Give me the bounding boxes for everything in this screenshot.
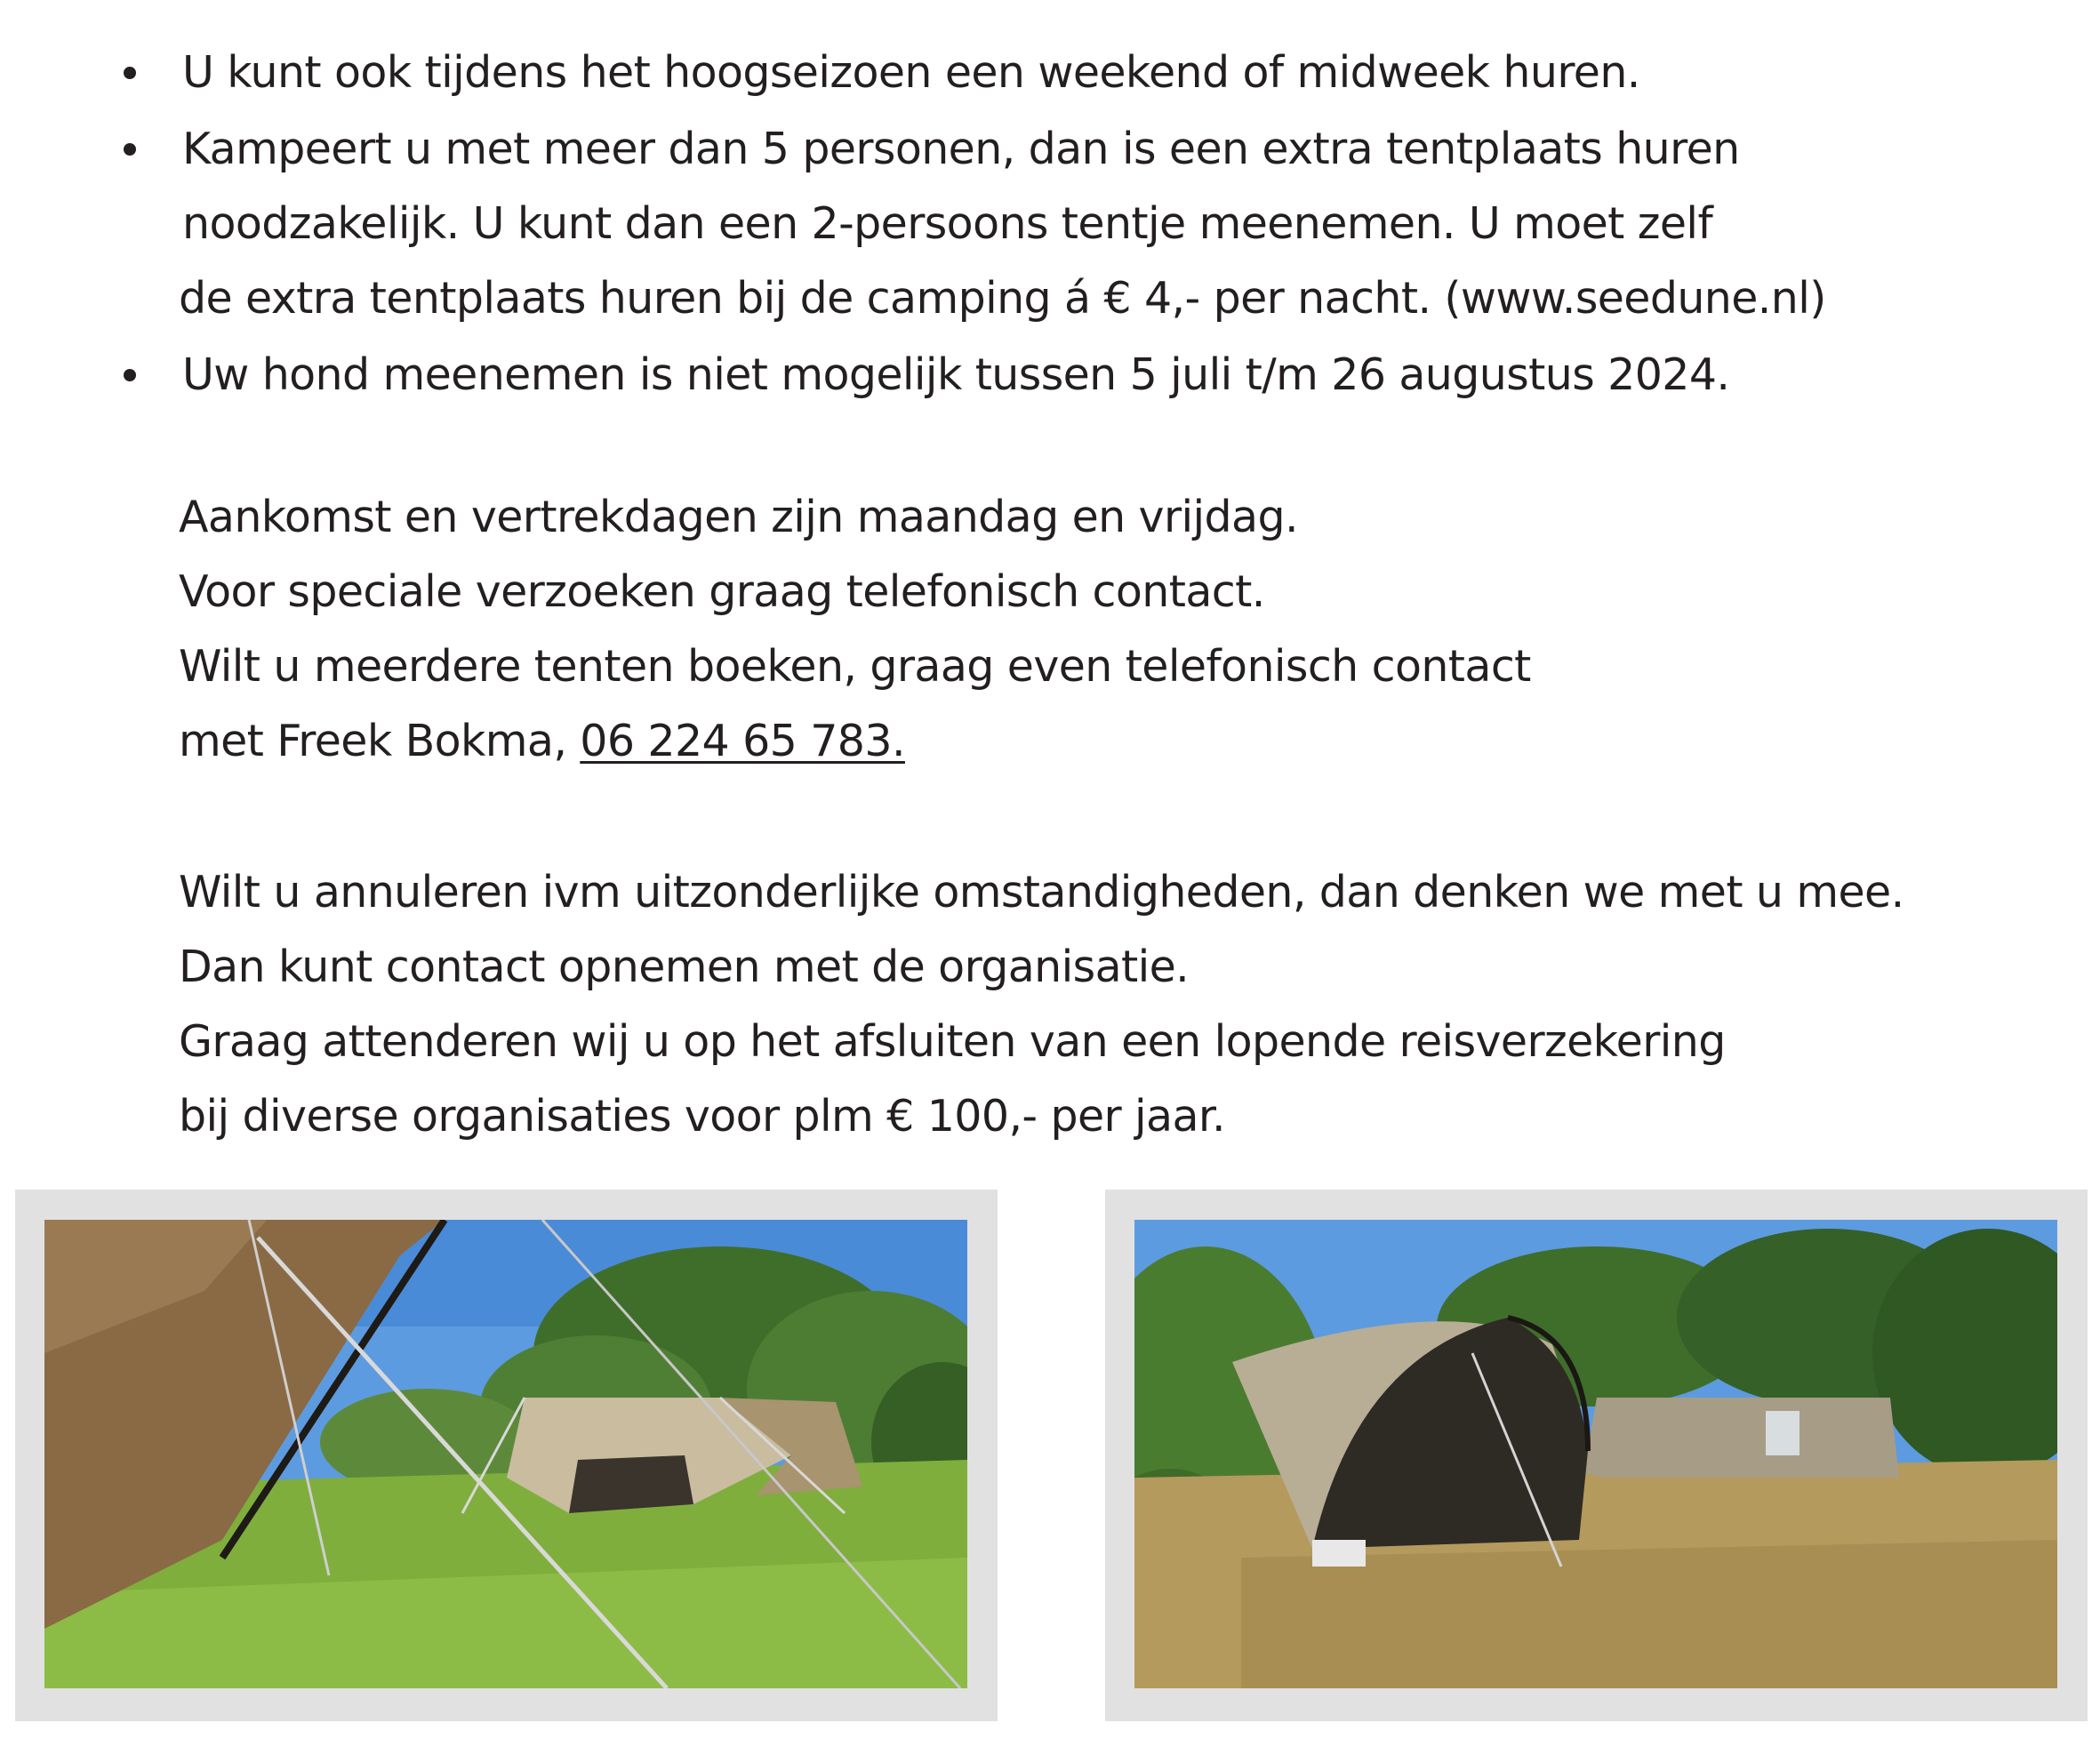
bullet-text-dog: Uw hond meenemen is niet mogelijk tussen 5 juli t/m 26 augustus 2024. <box>182 349 1730 400</box>
bullet-text-high-season: U kunt ook tijdens het hoogseizoen een weekend of midweek huren. <box>182 47 1640 98</box>
photo-frame-left <box>15 1190 998 1721</box>
bullet-text-extra-pitch: Kampeert u met meer dan 5 personen, dan is een extra tentplaats huren <box>182 124 1740 174</box>
cancellation-line: Graag attenderen wij u op het afsluiten van een lopende reisverzekering <box>179 1016 1726 1067</box>
cancellation-line: Dan kunt contact opnemen met de organisatie. <box>179 942 1190 992</box>
arrival-line: Voor speciale verzoeken graag telefonisch contact. <box>179 566 1265 617</box>
bullet-text-extra-pitch: de extra tentplaats huren bij de camping á € 4,- per nacht. (www.seedune.nl) <box>179 273 1826 324</box>
arrival-line: Aankomst en vertrekdagen zijn maandag en vrijdag. <box>179 492 1298 542</box>
phone-number-link[interactable]: 06 224 65 783. <box>580 716 905 766</box>
tent-photo-green-field <box>44 1220 967 1688</box>
arrival-line <box>179 715 905 768</box>
cancellation-line: Wilt u annuleren ivm uitzonderlijke omstandigheden, dan denken we met u mee. <box>179 867 1904 918</box>
contact-name-text: met Freek Bokma, <box>179 716 581 766</box>
bullet-dot <box>124 369 136 381</box>
arrival-line: Wilt u meerdere tenten boeken, graag even telefonisch contact <box>179 641 1531 692</box>
bullet-dot <box>124 143 136 156</box>
bullet-text-extra-pitch: noodzakelijk. U kunt dan een 2-persoons tentje meenemen. U moet zelf <box>182 198 1713 249</box>
tent-photo-dry-field <box>1134 1220 2057 1688</box>
cancellation-line: bij diverse organisaties voor plm € 100,- per jaar. <box>179 1091 1225 1142</box>
photo-frame-right <box>1105 1190 2088 1721</box>
bullet-dot <box>124 67 136 79</box>
